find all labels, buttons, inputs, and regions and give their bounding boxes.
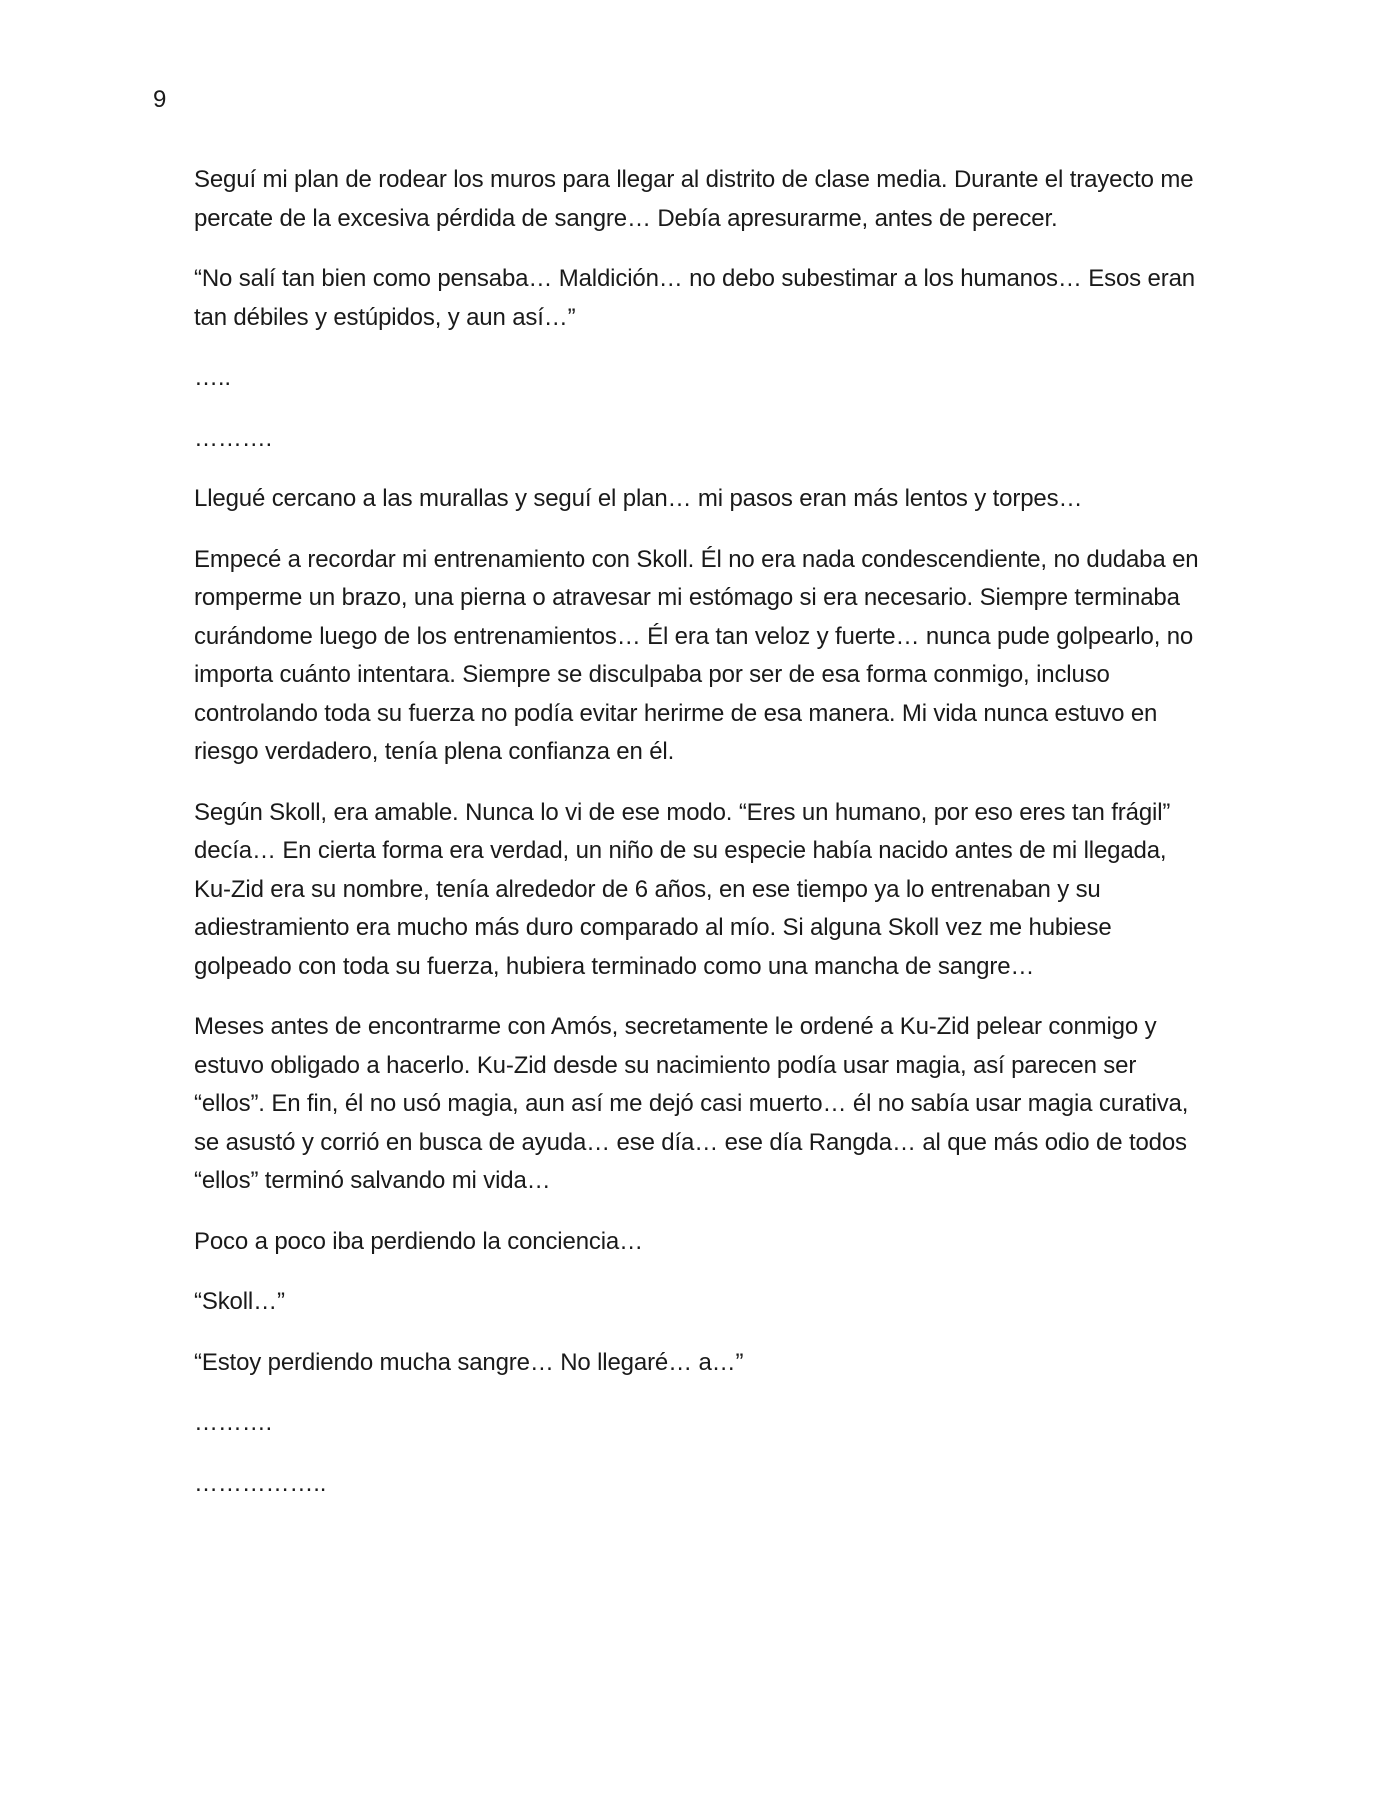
page-number: 9 [153,86,167,113]
paragraph: Empecé a recordar mi entrenamiento con Skoll. Él no era nada condescendiente, no dudaba en romperme un brazo, una pierna o atravesar mi estómago si era necesario. Siempre terminaba curándome luego de los entrenamientos… Él era tan veloz y fuerte… nunca pude golpearlo, no importa cuánto intentara. Siempre se disculpaba por ser de esa forma conmigo, incluso controlando toda su fuerza no podía evitar herirme de esa manera. Mi vida nunca estuvo en riesgo verdadero, tenía plena confianza en él. [194,545,1199,765]
paragraph: Seguí mi plan de rodear los muros para llegar al distrito de clase media. Durante el trayecto me percate de la excesiva pérdida de sangre… Debía apresurarme, antes de perecer. [194,166,1194,232]
paragraph: ….. [194,364,231,391]
paragraph: “Estoy perdiendo mucha sangre… No llegaré… a…” [194,1348,744,1376]
paragraph: Llegué cercano a las murallas y seguí el plan… mi pasos eran más lentos y torpes… [194,485,1083,512]
paragraph: Poco a poco iba perdiendo la conciencia… [194,1227,643,1255]
paragraph: Según Skoll, era amable. Nunca lo vi de ese modo. “Eres un humano, por eso eres tan frágil” decía… En cierta forma era verdad, un niño de su especie había nacido antes de mi llegada, Ku-Zid era su nombre, tenía alrededor de 6 años, en ese tiempo ya lo entrenaban y su adiestramiento era mucho más duro comparado al mío. Si alguna Skoll vez me hubiese golpeado con toda su fuerza, hubiera terminado como una mancha de sangre… [194,798,1171,980]
paragraph: Meses antes de encontrarme con Amós, secretamente le ordené a Ku-Zid pelear conmigo y estuvo obligado a hacerlo. Ku-Zid desde su nacimiento podía usar magia, así parecen ser “ellos”. En fin, él no usó magia, aun así me dejó casi muerto… él no sabía usar magia curativa, se asustó y corrió en busca de ayuda… ese día… ese día Rangda… al que más odio de todos “ellos” terminó salvando mi vida… [194,1013,1189,1194]
paragraph: …………….. [194,1469,327,1497]
paragraph: ………. [194,424,273,452]
paragraph: “Skoll…” [194,1288,285,1315]
paragraph: ………. [194,1409,273,1436]
paragraph: “No salí tan bien como pensaba… Maldición… no debo subestimar a los humanos… Esos eran tan débiles y estúpidos, y aun así…” [194,265,1195,331]
body-text [194,161,1204,1525]
